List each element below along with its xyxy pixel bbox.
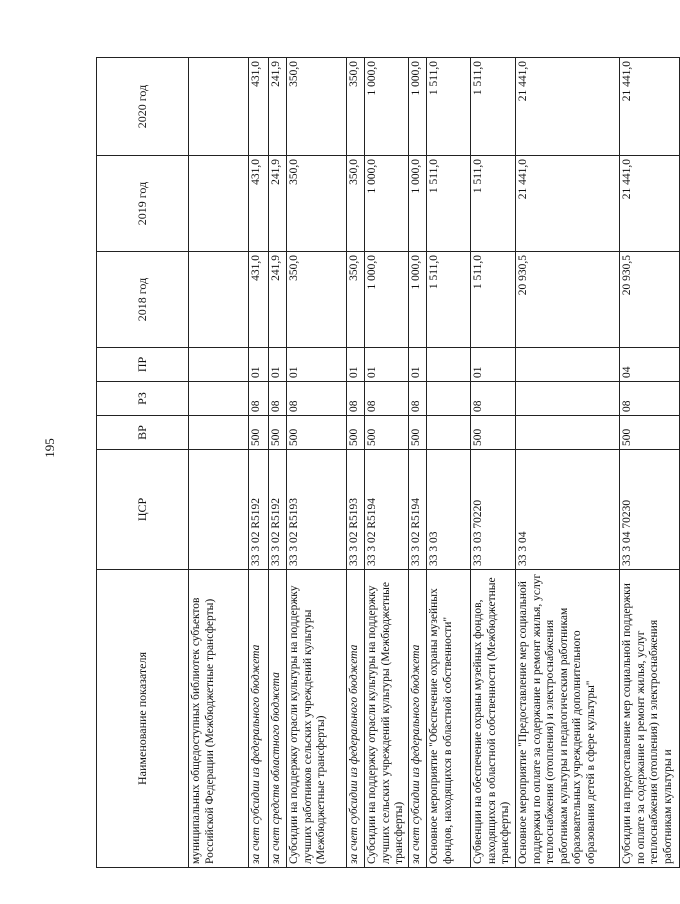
table-row xyxy=(189,58,249,868)
cell-pr: 01 xyxy=(249,348,269,382)
page-number: 195 xyxy=(42,438,57,458)
cell-name: за счет субсидии из федерального бюджета xyxy=(409,570,427,868)
cell-name: муниципальных общедоступных библиотек субъектов Российской Федерации (Межбюджетные трансферты) xyxy=(189,570,249,868)
table-row xyxy=(516,58,620,868)
cell-csr: 33 3 02 R5194 xyxy=(365,450,409,570)
header-2019: 2019 год xyxy=(97,156,189,252)
cell-pr xyxy=(189,348,249,382)
cell-y2018: 1 511,0 xyxy=(471,252,516,348)
cell-y2020: 1 000,0 xyxy=(409,58,427,156)
cell-csr: 33 3 02 R5192 xyxy=(249,450,269,570)
table-body xyxy=(189,58,680,868)
cell-vr: 500 xyxy=(409,416,427,450)
cell-rz: 08 xyxy=(471,382,516,416)
rotated-page xyxy=(96,58,674,868)
header-name: Наименование показателя xyxy=(97,570,189,868)
cell-csr: 33 3 02 R5193 xyxy=(347,450,365,570)
cell-pr: 04 xyxy=(620,348,680,382)
cell-y2019: 241,9 xyxy=(269,156,287,252)
cell-pr: 01 xyxy=(269,348,287,382)
cell-y2020 xyxy=(189,58,249,156)
cell-rz: 08 xyxy=(287,382,347,416)
cell-vr xyxy=(189,416,249,450)
cell-name: Субсидии на поддержку отрасли культуры на поддержку лучших сельских учреждений культуры (Межбюджетные трансферты) xyxy=(365,570,409,868)
cell-rz: 08 xyxy=(269,382,287,416)
cell-csr: 33 3 04 70230 xyxy=(620,450,680,570)
cell-name: за счет субсидии из федерального бюджета xyxy=(249,570,269,868)
cell-rz: 08 xyxy=(620,382,680,416)
table-row xyxy=(620,58,680,868)
cell-vr: 500 xyxy=(287,416,347,450)
cell-y2019: 1 000,0 xyxy=(365,156,409,252)
cell-csr: 33 3 02 R5192 xyxy=(269,450,287,570)
cell-y2020: 1 000,0 xyxy=(365,58,409,156)
cell-y2018: 431,0 xyxy=(249,252,269,348)
cell-y2019: 21 441,0 xyxy=(516,156,620,252)
cell-name: Субсидии на поддержку отрасли культуры на поддержку лучших работников сельских учреждений культуры (Межбюджетные трансферты) xyxy=(287,570,347,868)
cell-y2020: 350,0 xyxy=(347,58,365,156)
cell-y2019: 1 511,0 xyxy=(471,156,516,252)
table-row xyxy=(365,58,409,868)
cell-y2018: 1 000,0 xyxy=(365,252,409,348)
cell-csr: 33 3 02 R5194 xyxy=(409,450,427,570)
cell-name: за счет субсидии из федерального бюджета xyxy=(347,570,365,868)
cell-y2018: 350,0 xyxy=(347,252,365,348)
cell-name: Субсидии на предоставление мер социальной поддержки по оплате за содержание и ремонт жилья, услуг теплоснабжения (отопления) и электроснабжения работникам культуры и xyxy=(620,570,680,868)
cell-y2020: 431,0 xyxy=(249,58,269,156)
cell-y2018: 1 000,0 xyxy=(409,252,427,348)
cell-y2018: 20 930,5 xyxy=(620,252,680,348)
cell-rz: 08 xyxy=(347,382,365,416)
cell-vr xyxy=(516,416,620,450)
cell-vr: 500 xyxy=(269,416,287,450)
header-rz: РЗ xyxy=(97,382,189,416)
cell-pr xyxy=(427,348,471,382)
cell-csr: 33 3 03 xyxy=(427,450,471,570)
cell-rz xyxy=(516,382,620,416)
header-2020: 2020 год xyxy=(97,58,189,156)
cell-y2019: 21 441,0 xyxy=(620,156,680,252)
cell-pr: 01 xyxy=(365,348,409,382)
cell-vr: 500 xyxy=(249,416,269,450)
cell-vr: 500 xyxy=(365,416,409,450)
cell-rz xyxy=(189,382,249,416)
table-row xyxy=(427,58,471,868)
table-row xyxy=(347,58,365,868)
header-2018: 2018 год xyxy=(97,252,189,348)
cell-pr xyxy=(516,348,620,382)
cell-rz: 08 xyxy=(365,382,409,416)
table-row xyxy=(287,58,347,868)
cell-y2020: 21 441,0 xyxy=(620,58,680,156)
cell-vr: 500 xyxy=(620,416,680,450)
cell-y2018 xyxy=(189,252,249,348)
header-vr: ВР xyxy=(97,416,189,450)
cell-csr: 33 3 04 xyxy=(516,450,620,570)
cell-name: Основное мероприятие "Предоставление мер социальной поддержки по оплате за содержание и ремонт жилья, услуг теплоснабжения (отопления) и электроснабжения работникам культуры и педагогическим работникам образовательных учреждений дополнительного образования детей в сфере культуры" xyxy=(516,570,620,868)
header-row xyxy=(97,58,189,868)
cell-vr: 500 xyxy=(471,416,516,450)
cell-y2019 xyxy=(189,156,249,252)
header-csr: ЦСР xyxy=(97,450,189,570)
cell-y2018: 20 930,5 xyxy=(516,252,620,348)
cell-y2019: 350,0 xyxy=(347,156,365,252)
header-pr: ПР xyxy=(97,348,189,382)
cell-vr: 500 xyxy=(347,416,365,450)
cell-y2020: 1 511,0 xyxy=(471,58,516,156)
cell-pr: 01 xyxy=(287,348,347,382)
cell-name: за счет средств областного бюджета xyxy=(269,570,287,868)
cell-y2020: 241,9 xyxy=(269,58,287,156)
cell-csr xyxy=(189,450,249,570)
cell-y2020: 350,0 xyxy=(287,58,347,156)
cell-y2018: 350,0 xyxy=(287,252,347,348)
cell-rz: 08 xyxy=(249,382,269,416)
cell-y2020: 21 441,0 xyxy=(516,58,620,156)
cell-pr: 01 xyxy=(409,348,427,382)
cell-rz xyxy=(427,382,471,416)
cell-vr xyxy=(427,416,471,450)
cell-csr: 33 3 03 70220 xyxy=(471,450,516,570)
cell-rz: 08 xyxy=(409,382,427,416)
table-row xyxy=(471,58,516,868)
table-row xyxy=(409,58,427,868)
cell-y2019: 1 000,0 xyxy=(409,156,427,252)
cell-y2019: 1 511,0 xyxy=(427,156,471,252)
cell-y2019: 431,0 xyxy=(249,156,269,252)
cell-name: Основное мероприятие "Обеспечение охраны музейных фондов, находящихся в областной собственности" xyxy=(427,570,471,868)
table-row xyxy=(269,58,287,868)
cell-pr: 01 xyxy=(471,348,516,382)
cell-name: Субвенции на обеспечение охраны музейных фондов, находящихся в областной собственности (Межбюджетные трансферты) xyxy=(471,570,516,868)
cell-y2020: 1 511,0 xyxy=(427,58,471,156)
cell-y2019: 350,0 xyxy=(287,156,347,252)
budget-table xyxy=(96,57,680,868)
cell-y2018: 1 511,0 xyxy=(427,252,471,348)
cell-y2018: 241,9 xyxy=(269,252,287,348)
table-row xyxy=(249,58,269,868)
cell-csr: 33 3 02 R5193 xyxy=(287,450,347,570)
cell-pr: 01 xyxy=(347,348,365,382)
